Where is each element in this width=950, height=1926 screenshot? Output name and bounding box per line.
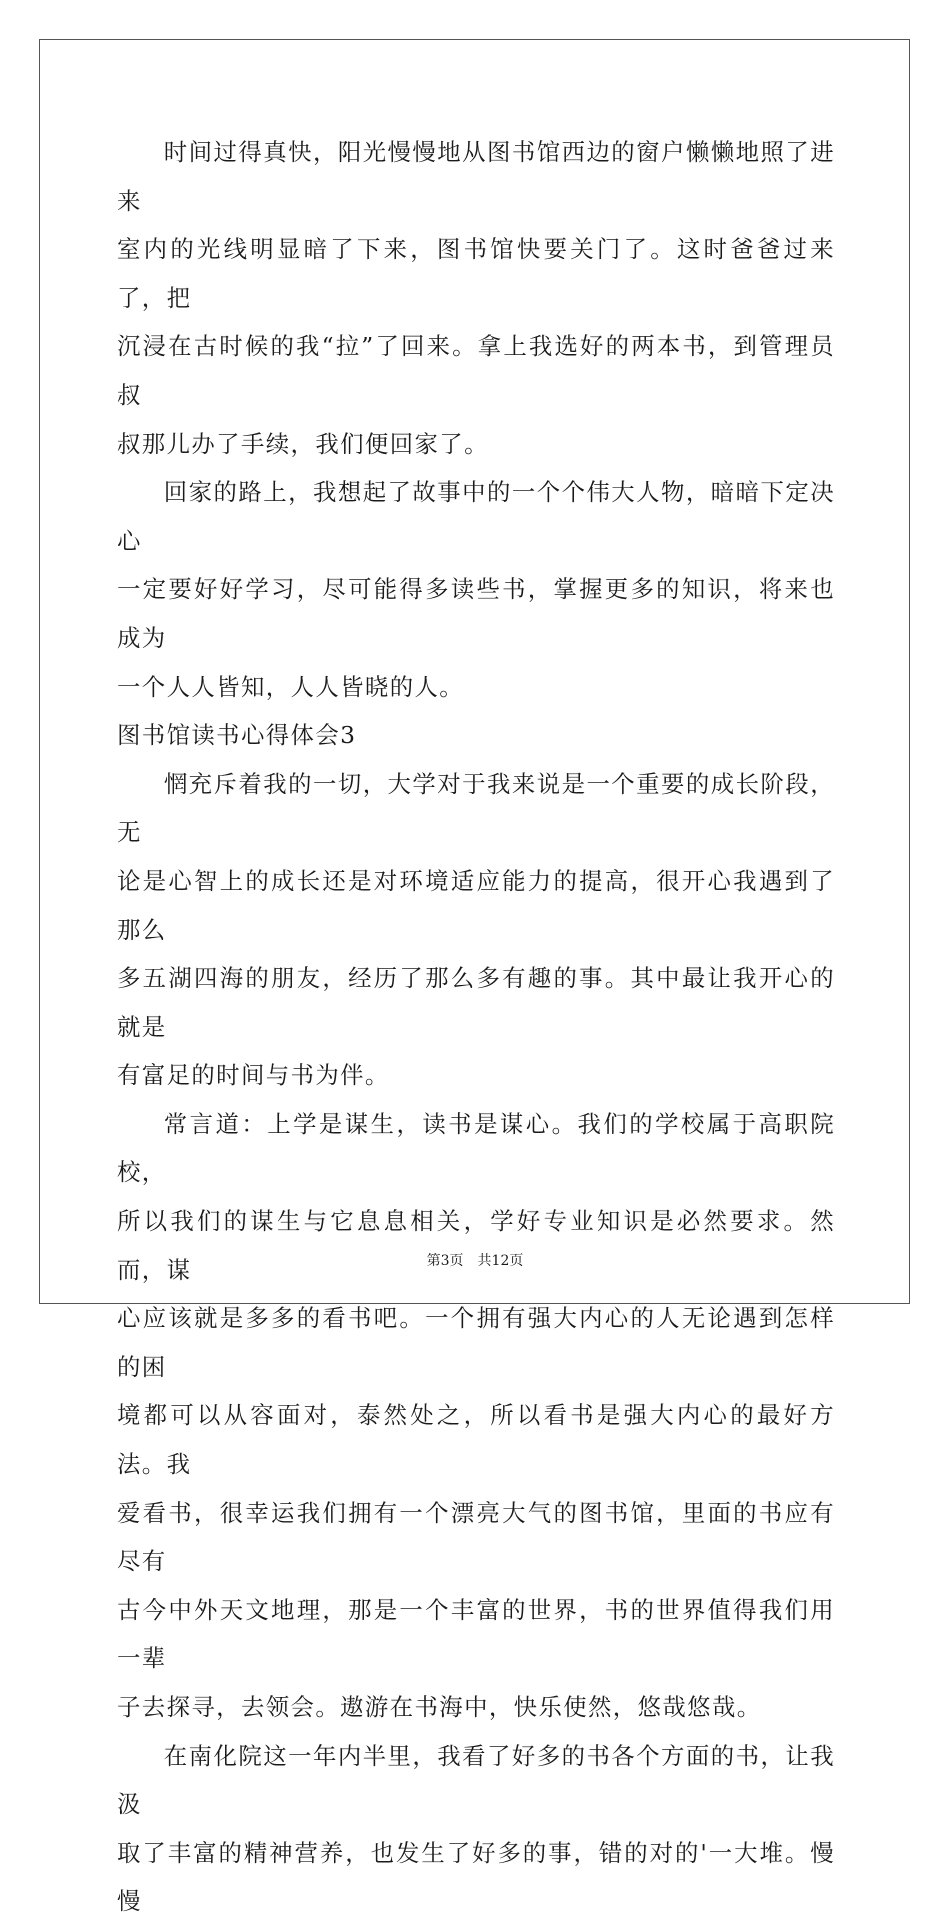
- section-heading: 图书馆读书心得体会3: [117, 721, 357, 750]
- paragraph-5: 在南化院这一年内半里，我看了好多的书各个方面的书，让我汲 取了丰富的精神营养，也发生了好多的事，错的对的'一大堆。慢慢: [117, 1741, 835, 1916]
- document-body: [117, 128, 835, 1926]
- page-number-footer: 第3页 共12页: [426, 1253, 524, 1269]
- paragraph-2: 回家的路上，我想起了故事中的一个个伟大人物，暗暗下定决心 一定要好好学习，尽可能得多读些书，掌握更多的知识，将来也成为 一个人人皆知，人人皆晓的人。: [117, 478, 835, 701]
- paragraph-1: 时间过得真快，阳光慢慢地从图书馆西边的窗户懒懒地照了进来 室内的光线明显暗了下来，图书馆快要关门了。这时爸爸过来了，把 沉浸在古时候的我“拉”了回来。拿上我选好的两本书，到管理员叔 叔那儿办了手续，我们便回家了。: [117, 138, 835, 458]
- paragraph-3: 惘充斥着我的一切，大学对于我来说是一个重要的成长阶段，无 论是心智上的成长还是对环境适应能力的提高，很开心我遇到了那么 多五湖四海的朋友，经历了那么多有趣的事。其中最让我开心的就是 有富足的时间与书为伴。: [117, 769, 835, 1090]
- paragraph-4: 常言道：上学是谋生，读书是谋心。我们的学校属于高职院校， 所以我们的谋生与它息息相关，学好专业知识是必然要求。然而，谋 心应该就是多多的看书吧。一个拥有强大内心的人无论遇到怎样的困 境都可以从容面对，泰然处之，所以看书是强大内心的最好方法。我 爱看书，很幸运我们拥有一个漂亮大气的图书馆，里面的书应有尽有 古今中外天文地理，那是一个丰富的世界，书的世界值得我们用一辈 子去探寻，去领会。遨游在书海中，快乐使然，悠哉悠哉。: [117, 1109, 835, 1721]
